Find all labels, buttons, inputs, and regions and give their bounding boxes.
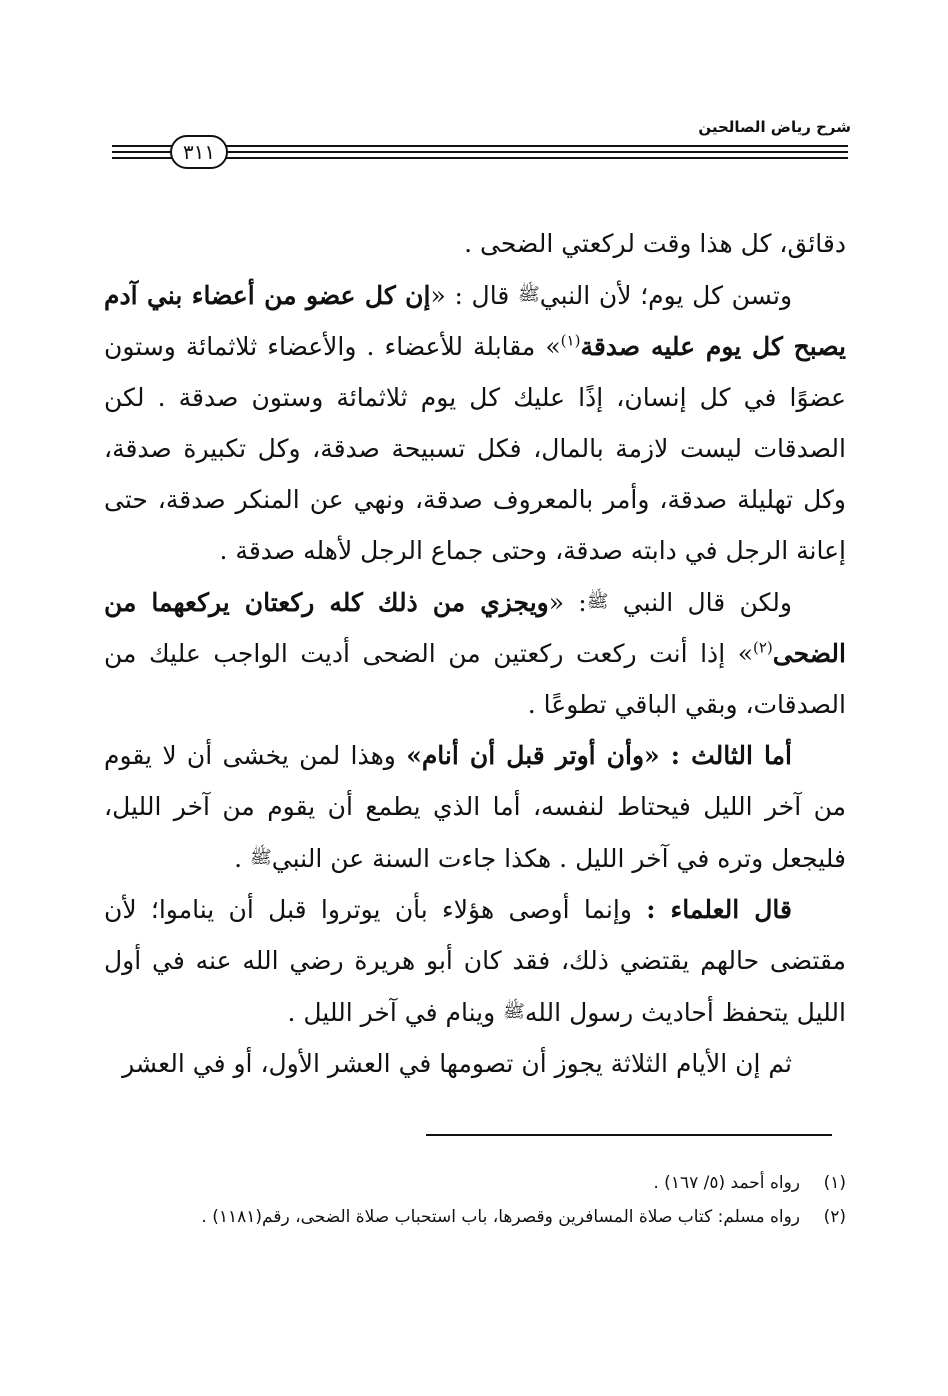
footnotes	[104, 1166, 846, 1234]
paragraph-3-body: » إذا أنت ركعت ركعتين من الضحى أديت الواجب عليك من الصدقات، وبقي الباقي تطوعًا .	[104, 639, 846, 719]
footnote-ref-1[interactable]: (١)	[560, 331, 581, 350]
paragraph-5-end: وينام في آخر الليل .	[287, 998, 504, 1027]
paragraph-2-said: قال : «	[430, 281, 510, 310]
salla-symbol: ﷺ	[586, 591, 609, 612]
footnote-number: (٢)	[823, 1207, 846, 1227]
footnote-separator	[426, 1134, 832, 1136]
footnote-2	[104, 1200, 846, 1234]
paragraph-1: دقائق، كل هذا وقت لركعتي الضحى .	[464, 229, 846, 258]
paragraph-3-said: : «	[548, 588, 587, 617]
paragraph-4	[104, 730, 846, 884]
salla-symbol: ﷺ	[503, 1001, 525, 1022]
paragraph-3-intro: ولكن قال النبي	[622, 588, 792, 617]
salla-symbol: ﷺ	[517, 284, 540, 305]
salla-symbol: ﷺ	[250, 847, 272, 868]
paragraph-4-end: .	[234, 844, 251, 873]
running-header-title: شرح رياض الصالحين	[698, 118, 851, 136]
paragraph-4-body: وهذا لمن يخشى أن لا يقوم من آخر الليل فيحتاط لنفسه، أما الذي يطمع أن يقوم من آخر الليل، فليجعل وتره في آخر الليل . هكذا جاءت السنة عن النبي	[104, 741, 846, 873]
footnote-number: (١)	[823, 1173, 846, 1193]
footnote-ref-2[interactable]: (٢)	[753, 638, 773, 657]
paragraph-3	[104, 576, 846, 730]
paragraph-6: ثم إن الأيام الثلاثة يجوز أن تصومها في العشر الأول، أو في العشر	[122, 1049, 792, 1078]
hadith-quote-3: «وأن أوتر قبل أن أنام»	[406, 741, 671, 770]
paragraph-2-intro: وتسن كل يوم؛ لأن النبي	[539, 281, 793, 310]
paragraph-4-heading: أما الثالث :	[670, 741, 793, 770]
hadith-quote-1: إن كل عضو من أعضاء بني آدم يصبح كل يوم عليه صدقة	[104, 281, 846, 361]
footnote-text: رواه مسلم: كتاب صلاة المسافرين وقصرها، باب استحباب صلاة الضحى، رقم(١١٨١) .	[201, 1207, 800, 1227]
paragraph-2	[104, 269, 846, 576]
paragraph-5-heading: قال العلماء :	[646, 895, 793, 924]
footnote-text: رواه أحمد (٥/ ١٦٧) .	[653, 1173, 800, 1193]
paragraph-5	[104, 884, 846, 1038]
main-text	[104, 218, 846, 1089]
page-number-badge: ٣١١	[170, 135, 228, 169]
footnote-1	[104, 1166, 846, 1200]
paragraph-2-body: » مقابلة للأعضاء . والأعضاء ثلاثمائة وستون عضوًا في كل إنسان، إذًا عليك كل يوم ثلاثمائة وستون صدقة . لكن الصدقات ليست لازمة بالمال، فكل تسبيحة صدقة، وكل تكبيرة صدقة، وكل تهليلة صدقة، وأمر بالمعروف صدقة، ونهي عن المنكر صدقة، حتى إعانة الرجل في دابته صدقة، وحتى جماع الرجل لأهله صدقة .	[104, 332, 846, 565]
paragraph-5-body: وإنما أوصى هؤلاء بأن يوتروا قبل أن يناموا؛ لأن مقتضى حالهم يقتضي ذلك، فقد كان أبو هريرة رضي الله عنه في أول الليل يتحفظ أحاديث رسول الله	[104, 895, 846, 1027]
hadith-quote-2: ويجزي من ذلك كله ركعتان يركعهما من الضحى	[104, 588, 846, 668]
